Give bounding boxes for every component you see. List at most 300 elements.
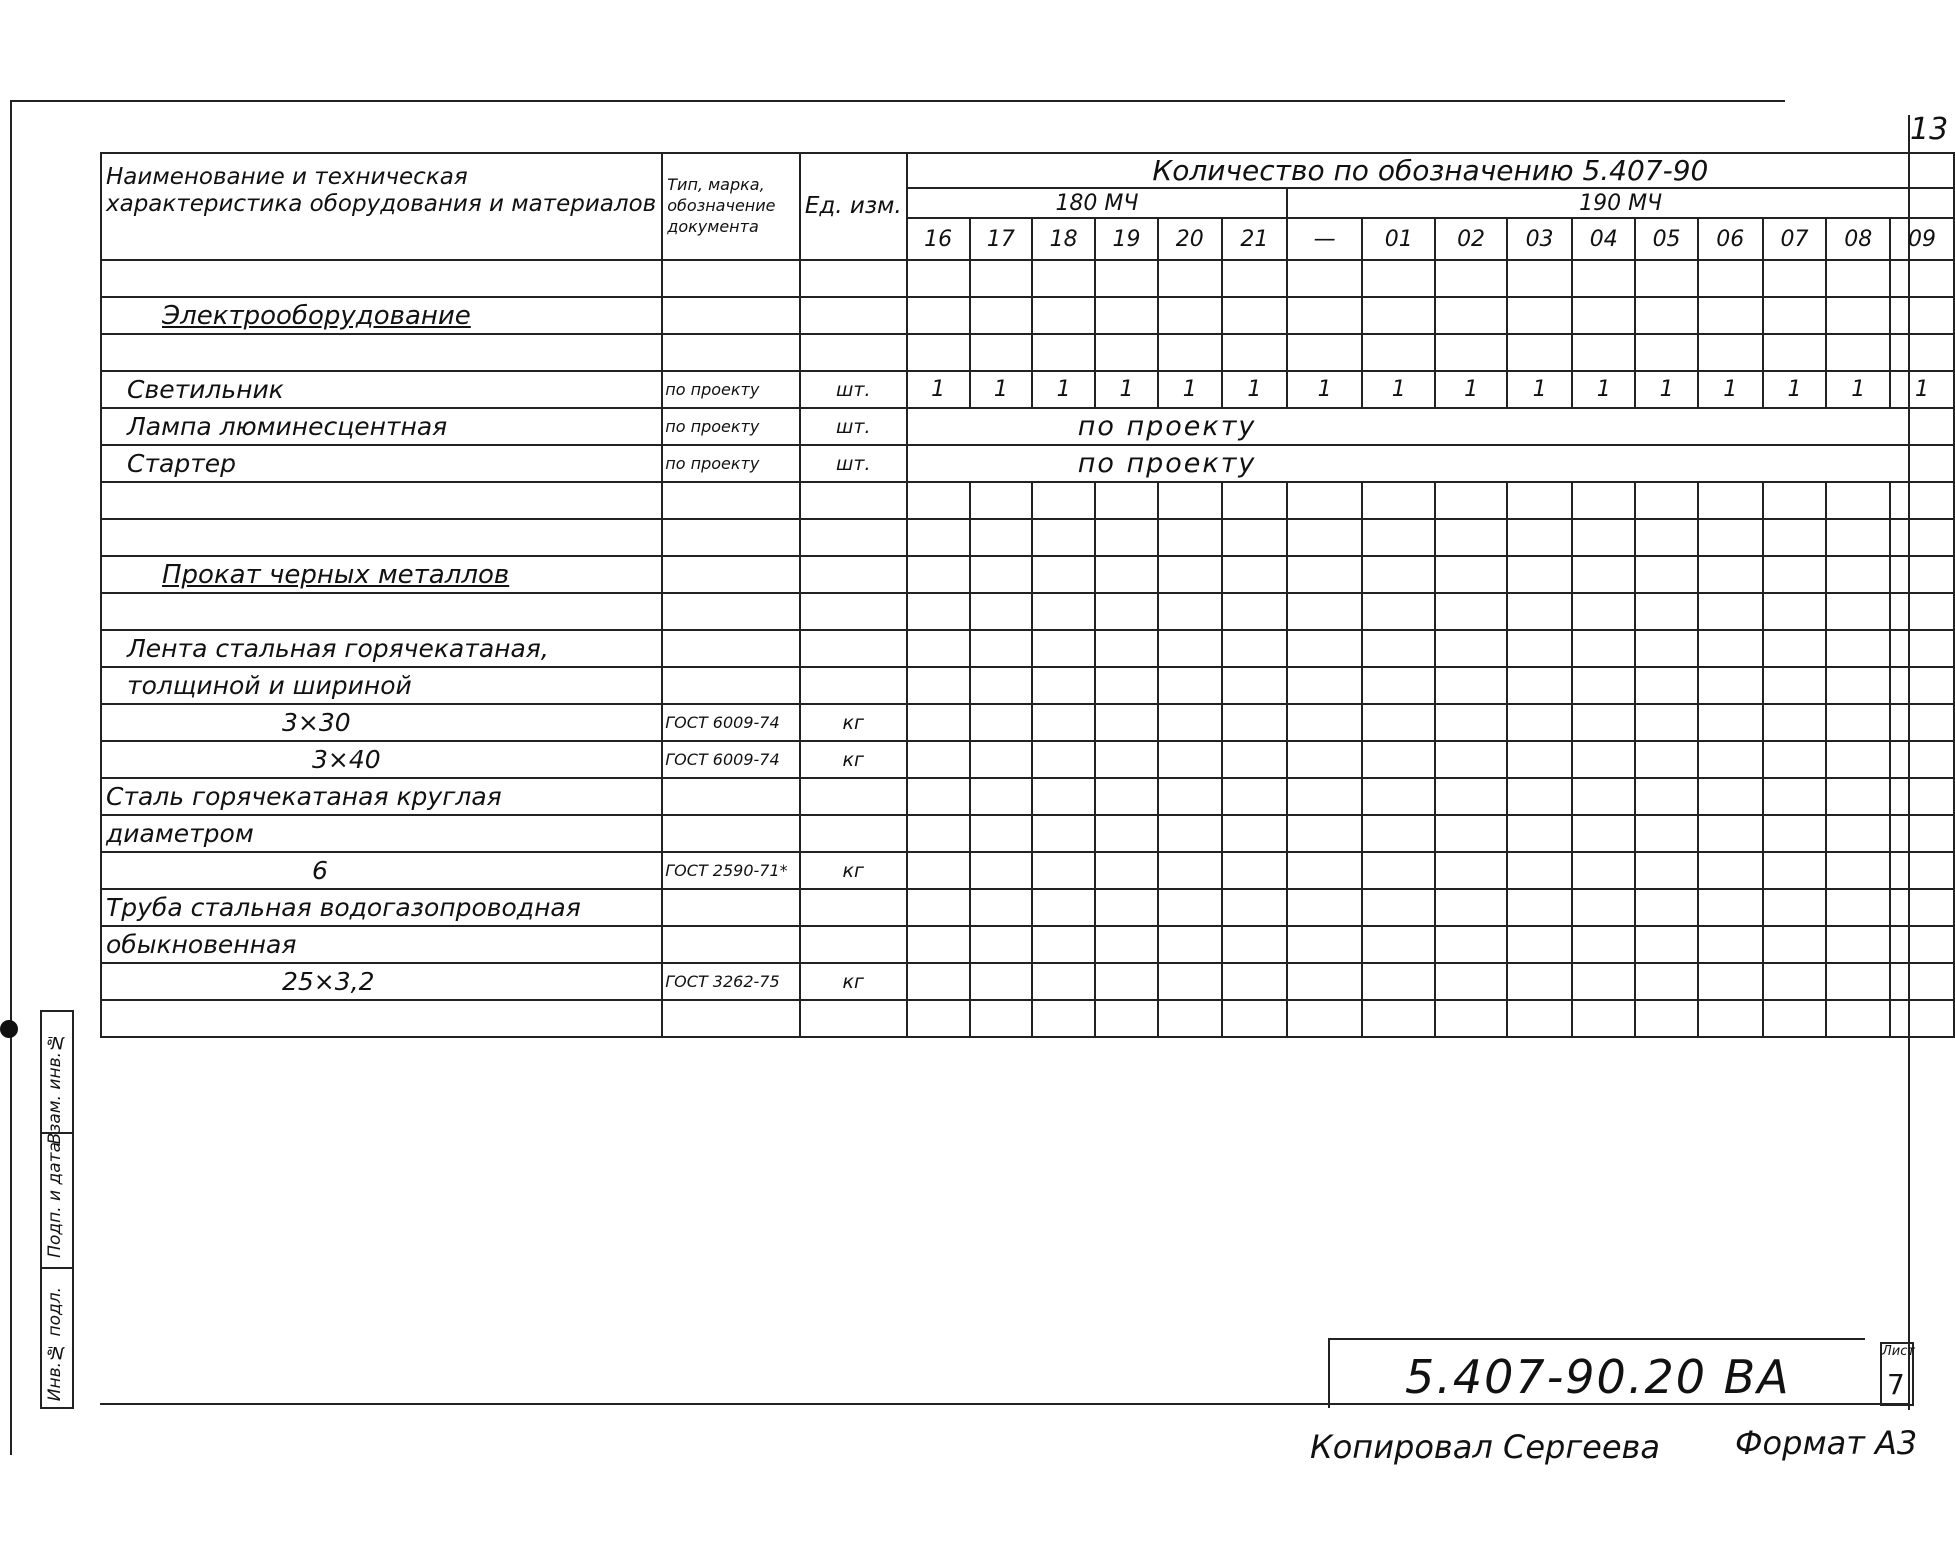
row-qty [1763,741,1827,778]
side-stamp-sign: Подп. и дата [45,1142,65,1258]
row-qty [1435,334,1506,371]
row-type: по проекту [662,445,800,482]
row-qty [1572,778,1635,815]
row-qty [1507,334,1573,371]
row-qty [1635,556,1698,593]
row-type [662,297,800,334]
copied-by: Копировал Сергеева [1310,1428,1660,1466]
row-qty [1698,963,1763,1000]
row-type [662,482,800,519]
row-qty [1222,815,1288,852]
row-qty [1032,704,1095,741]
row-qty: 1 [1222,371,1288,408]
header-group-a: 180 МЧ [907,188,1288,218]
row-qty [1222,334,1288,371]
row-qty [1826,334,1890,371]
row-type [662,519,800,556]
row-qty [1507,260,1573,297]
row-qty [970,778,1033,815]
row-qty [1095,334,1158,371]
row-unit [800,482,907,519]
row-qty [1763,778,1827,815]
row-qty [970,334,1033,371]
row-qty [1222,889,1288,926]
row-qty [1826,630,1890,667]
row-qty [907,593,970,630]
table-row [101,371,1954,408]
row-unit: кг [800,704,907,741]
row-qty [970,926,1033,963]
row-name [101,334,662,371]
row-qty [1890,926,1954,963]
row-qty [1435,741,1506,778]
header-col: 03 [1507,218,1573,260]
row-qty [1698,519,1763,556]
row-qty [1435,963,1506,1000]
row-qty [1635,519,1698,556]
row-qty [1763,630,1827,667]
row-qty [1158,704,1222,741]
row-name: Электрооборудование [101,297,662,334]
table-row [101,963,1954,1000]
row-unit: шт. [800,445,907,482]
row-qty [907,704,970,741]
row-qty [1435,260,1506,297]
header-col: 20 [1158,218,1222,260]
row-qty [1032,1000,1095,1037]
row-qty [1362,556,1435,593]
row-qty [1095,593,1158,630]
row-qty [1507,519,1573,556]
row-qty [1698,556,1763,593]
row-qty [1635,852,1698,889]
row-qty [1698,778,1763,815]
side-stamp-inv: Инв.№ подл. [45,1287,65,1402]
row-qty [1763,926,1827,963]
table-row [101,593,1954,630]
row-qty [1032,593,1095,630]
row-qty [1507,704,1573,741]
row-qty [1362,482,1435,519]
row-type [662,926,800,963]
table-row [101,926,1954,963]
row-qty [1222,260,1288,297]
row-qty [907,667,970,704]
row-qty [1507,852,1573,889]
row-qty [1890,1000,1954,1037]
header-col: 02 [1435,218,1506,260]
header-col: 17 [970,218,1033,260]
row-qty [1635,963,1698,1000]
row-qty [970,556,1033,593]
row-qty [1158,297,1222,334]
row-qty [970,1000,1033,1037]
row-type [662,630,800,667]
row-qty [1826,556,1890,593]
row-qty [1435,778,1506,815]
row-qty [1826,1000,1890,1037]
header-col: 18 [1032,218,1095,260]
row-name [101,260,662,297]
row-qty [1572,482,1635,519]
row-qty [1698,704,1763,741]
row-qty [907,889,970,926]
row-qty [1362,667,1435,704]
row-qty [1095,297,1158,334]
row-qty [1698,482,1763,519]
row-qty [1158,741,1222,778]
row-qty [1826,260,1890,297]
row-name: Труба стальная водогазопроводная [101,889,662,926]
row-qty [970,593,1033,630]
row-qty [1435,926,1506,963]
row-qty [1763,815,1827,852]
row-qty [1890,704,1954,741]
row-qty [1095,741,1158,778]
header-col: 01 [1362,218,1435,260]
row-name: Стартер [101,445,662,482]
row-type: ГОСТ 6009-74 [662,741,800,778]
row-qty [1095,556,1158,593]
row-qty [1095,815,1158,852]
header-quantity: Количество по обозначению 5.407-90 [907,153,1954,188]
row-qty [1572,1000,1635,1037]
row-qty [907,852,970,889]
row-type: по проекту [662,408,800,445]
row-type: ГОСТ 2590-71* [662,852,800,889]
row-qty [1287,926,1362,963]
row-qty [1158,593,1222,630]
row-qty [970,815,1033,852]
table-row [101,852,1954,889]
row-qty [1158,667,1222,704]
row-qty [1826,519,1890,556]
row-qty [1572,963,1635,1000]
row-qty [1507,926,1573,963]
table-row [101,667,1954,704]
row-qty [1435,519,1506,556]
row-qty [1763,704,1827,741]
row-qty [970,889,1033,926]
row-unit: кг [800,852,907,889]
row-qty [1826,926,1890,963]
row-qty: 1 [1763,371,1827,408]
row-qty: 1 [1890,371,1954,408]
row-qty [1287,778,1362,815]
row-qty [970,667,1033,704]
row-qty [970,704,1033,741]
row-qty [1222,593,1288,630]
row-qty [1763,297,1827,334]
row-name: Прокат черных металлов [101,556,662,593]
row-qty [1635,815,1698,852]
row-qty [1158,852,1222,889]
row-qty [1222,963,1288,1000]
row-qty [1572,260,1635,297]
row-qty [1287,889,1362,926]
row-qty [1507,556,1573,593]
table-row [101,778,1954,815]
row-qty [1158,963,1222,1000]
row-qty [1826,963,1890,1000]
row-qty [1222,741,1288,778]
row-qty [1572,741,1635,778]
row-type [662,556,800,593]
row-unit [800,297,907,334]
row-qty [1362,815,1435,852]
row-qty [1032,667,1095,704]
row-qty [1826,593,1890,630]
row-qty [1435,667,1506,704]
row-qty [1032,778,1095,815]
row-unit [800,889,907,926]
header-name: Наименование и техническая характеристика оборудования и материалов [101,153,662,260]
row-qty [1763,963,1827,1000]
row-qty [1826,704,1890,741]
row-unit [800,593,907,630]
row-qty: 1 [1032,371,1095,408]
row-qty [1435,297,1506,334]
row-qty [1698,815,1763,852]
row-qty [1572,704,1635,741]
row-qty [1435,556,1506,593]
row-qty [907,778,970,815]
table-row [101,519,1954,556]
row-qty [970,630,1033,667]
header-col: 08 [1826,218,1890,260]
row-qty [1362,926,1435,963]
row-qty [907,815,970,852]
row-qty [1890,815,1954,852]
row-type: ГОСТ 6009-74 [662,704,800,741]
row-qty [1635,260,1698,297]
row-qty [1507,593,1573,630]
table-row [101,1000,1954,1037]
row-qty [1572,519,1635,556]
row-qty [1826,778,1890,815]
row-qty: 1 [1158,371,1222,408]
row-qty [1698,889,1763,926]
row-span-note: по проекту [907,445,1954,482]
row-qty [1763,667,1827,704]
sheet-label: Лист [1882,1344,1915,1359]
header-col: 19 [1095,218,1158,260]
row-qty: 1 [1826,371,1890,408]
header-col: 06 [1698,218,1763,260]
row-qty [1032,556,1095,593]
row-unit [800,778,907,815]
row-type [662,778,800,815]
row-qty [1890,260,1954,297]
row-qty [1222,297,1288,334]
row-qty [1158,926,1222,963]
row-qty [1890,519,1954,556]
row-qty [1635,593,1698,630]
row-qty [1635,482,1698,519]
row-qty [1032,963,1095,1000]
row-qty: 1 [1095,371,1158,408]
row-qty [1032,815,1095,852]
row-type [662,334,800,371]
table-row [101,260,1954,297]
row-qty [970,519,1033,556]
row-qty [1287,630,1362,667]
row-qty [1222,926,1288,963]
row-qty [1572,889,1635,926]
row-qty [907,260,970,297]
row-qty [1362,260,1435,297]
row-qty [1095,260,1158,297]
row-qty [1032,260,1095,297]
row-qty [907,519,970,556]
row-type [662,593,800,630]
table-row [101,630,1954,667]
row-qty: 1 [1507,371,1573,408]
row-qty [1890,741,1954,778]
row-qty [1890,556,1954,593]
row-qty [1635,630,1698,667]
row-qty [1095,1000,1158,1037]
header-unit: Ед. изм. [800,153,907,260]
row-qty [1222,704,1288,741]
row-name: 6 [101,852,662,889]
row-qty [1507,482,1573,519]
row-qty [970,852,1033,889]
row-qty [1698,297,1763,334]
row-qty [1222,667,1288,704]
row-type [662,1000,800,1037]
row-qty [1635,926,1698,963]
row-qty [1287,297,1362,334]
side-stamp-repl: Взам. инв.№ [45,1032,65,1145]
row-qty [1095,963,1158,1000]
row-unit: кг [800,741,907,778]
row-qty [970,963,1033,1000]
row-qty [970,297,1033,334]
row-qty: 1 [1287,371,1362,408]
row-qty [1362,297,1435,334]
table-row [101,297,1954,334]
row-qty: 1 [907,371,970,408]
row-qty [1507,1000,1573,1037]
header-type: Тип, марка, обозначение документа [662,153,800,260]
table-row [101,408,1954,445]
row-qty [1032,926,1095,963]
row-qty [907,482,970,519]
row-qty [1698,630,1763,667]
row-qty [1507,667,1573,704]
row-qty [1158,1000,1222,1037]
table-row [101,741,1954,778]
row-qty [1095,667,1158,704]
row-qty [1890,593,1954,630]
row-name: Лампа люминесцентная [101,408,662,445]
row-name [101,1000,662,1037]
row-name: Сталь горячекатаная круглая [101,778,662,815]
row-qty [1095,926,1158,963]
row-name: обыкновенная [101,926,662,963]
row-name: диаметром [101,815,662,852]
header-col: 21 [1222,218,1288,260]
row-qty [1362,963,1435,1000]
row-qty [1032,630,1095,667]
row-qty [1287,815,1362,852]
row-qty [1890,630,1954,667]
row-qty [907,556,970,593]
row-qty [1362,852,1435,889]
table-row [101,556,1954,593]
row-qty: 1 [1698,371,1763,408]
row-name [101,519,662,556]
row-qty [1435,889,1506,926]
row-type: по проекту [662,371,800,408]
row-qty [1763,1000,1827,1037]
row-qty [907,334,970,371]
row-qty: 1 [970,371,1033,408]
row-qty [970,260,1033,297]
row-qty [1362,334,1435,371]
row-qty [1095,778,1158,815]
row-qty [1158,482,1222,519]
row-qty [1572,926,1635,963]
row-qty [1287,704,1362,741]
row-qty [1890,778,1954,815]
row-qty [1158,334,1222,371]
row-name [101,593,662,630]
row-qty [1032,482,1095,519]
row-qty: 1 [1362,371,1435,408]
row-qty [1158,889,1222,926]
row-qty [1222,556,1288,593]
row-qty [1572,815,1635,852]
header-col: 09 [1890,218,1954,260]
row-qty [1635,297,1698,334]
row-qty [1032,297,1095,334]
row-qty [1095,852,1158,889]
row-qty [1362,778,1435,815]
row-qty [1287,334,1362,371]
row-qty [1158,556,1222,593]
row-qty [1763,260,1827,297]
row-qty [1890,963,1954,1000]
row-qty [1572,667,1635,704]
row-qty [1095,704,1158,741]
row-unit [800,260,907,297]
row-qty [907,630,970,667]
row-qty [1635,1000,1698,1037]
row-unit [800,630,907,667]
sheet-corner-number: 13 [1910,112,1949,147]
row-qty [1763,593,1827,630]
row-qty: 1 [1435,371,1506,408]
row-qty [907,741,970,778]
row-qty [1435,815,1506,852]
binding-hole-mark [0,1020,18,1038]
row-qty [1435,593,1506,630]
row-qty [1698,926,1763,963]
row-qty [1222,482,1288,519]
row-qty [1698,260,1763,297]
row-qty [1507,630,1573,667]
row-qty [1635,741,1698,778]
row-type [662,815,800,852]
row-qty [1763,519,1827,556]
row-qty [1287,519,1362,556]
header-col: 07 [1763,218,1827,260]
row-qty [1032,852,1095,889]
row-type [662,667,800,704]
row-qty [1826,482,1890,519]
